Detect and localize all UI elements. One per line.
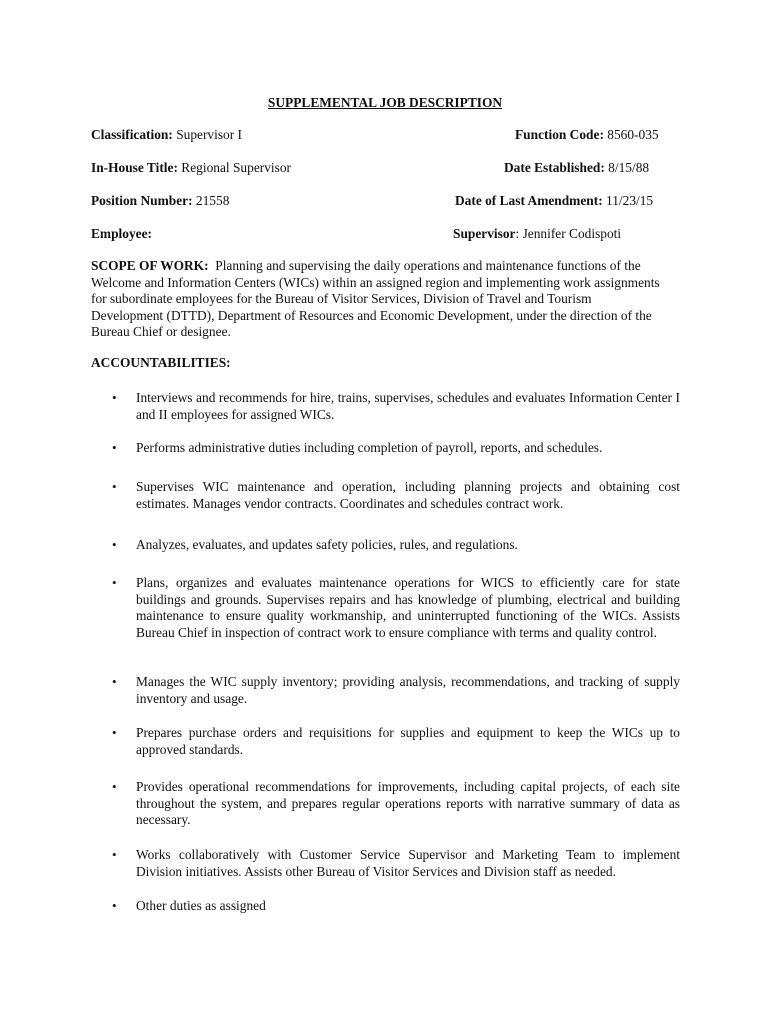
list-item-text: Plans, organizes and evaluates maintenance operations for WICS to efficiently care for state buildings and grounds. Supervises repairs and has knowledge of plumbing, electrical and building maintenance to ensure quality workmanship, and uninterrupted functioning of the WICs. Assists Bureau Chief in inspection of contract work to ensure compliance with terms and quality control. <box>136 575 680 640</box>
in-house-title-field <box>91 160 291 176</box>
list-item-text: Other duties as assigned <box>136 898 266 913</box>
scope-of-work-label: SCOPE OF WORK: <box>91 258 209 273</box>
document-title: SUPPLEMENTAL JOB DESCRIPTION <box>267 95 503 110</box>
classification-field <box>91 127 242 143</box>
list-item-text: Prepares purchase orders and requisitions for supplies and equipment to keep the WICs up to approved standards. <box>136 725 680 757</box>
list-item-text: Manages the WIC supply inventory; providing analysis, recommendations, and tracking of supply inventory and usage. <box>136 674 680 706</box>
scope-of-work-text: Planning and supervising the daily operations and maintenance functions of the Welcome and Information Centers (WICs) within an assigned region and implementing work assignments for subordinate employees for the Bureau of Visitor Services, Division of Travel and Tourism Development (DTTD), Department of Resources and Economic Development, under the direction of the Bureau Chief or designee. <box>91 258 660 340</box>
bullet-icon: • <box>112 674 117 689</box>
supervisor-value: : Jennifer Codispoti <box>515 226 622 241</box>
date-established-value: 8/15/88 <box>608 160 650 175</box>
date-last-amendment-label: Date of Last Amendment: <box>455 193 603 208</box>
bullet-icon: • <box>112 440 117 455</box>
field-row-in-house-title <box>91 160 681 178</box>
field-row-position-number <box>91 193 681 211</box>
bullet-icon: • <box>112 575 117 590</box>
classification-label: Classification: <box>91 127 173 142</box>
date-established-field <box>504 160 649 176</box>
list-item-text: Interviews and recommends for hire, trains, supervises, schedules and evaluates Information Center I and II employees for assigned WICs. <box>136 390 680 422</box>
bullet-icon: • <box>112 779 117 794</box>
position-number-value: 21558 <box>195 193 230 208</box>
in-house-title-label: In-House Title: <box>91 160 178 175</box>
function-code-value: 8560-035 <box>607 127 659 142</box>
list-item-text: Analyzes, evaluates, and updates safety policies, rules, and regulations. <box>136 537 518 552</box>
supervisor-field <box>453 226 621 242</box>
function-code-label: Function Code: <box>515 127 604 142</box>
list-item-text: Performs administrative duties including completion of payroll, reports, and schedules. <box>136 440 603 455</box>
bullet-icon: • <box>112 898 117 913</box>
position-number-field <box>91 193 229 209</box>
bullet-icon: • <box>112 479 117 494</box>
scope-of-work-paragraph <box>91 258 663 341</box>
field-row-classification <box>91 127 681 145</box>
bullet-icon: • <box>112 847 117 862</box>
date-established-label: Date Established: <box>504 160 605 175</box>
list-item-text: Provides operational recommendations for improvements, including capital projects, of each site throughout the system, and prepares regular operations reports with narrative summary of data as necessary. <box>136 779 680 828</box>
list-item-text: Works collaboratively with Customer Service Supervisor and Marketing Team to implement Division initiatives. Assists other Bureau of Visitor Services and Division staff as needed. <box>136 847 680 879</box>
list-item-text: Supervises WIC maintenance and operation, including planning projects and obtaining cost estimates. Manages vendor contracts. Coordinates and schedules contract work. <box>136 479 680 511</box>
bullet-icon: • <box>112 537 117 552</box>
employee-field <box>91 226 152 242</box>
employee-label: Employee: <box>91 226 152 241</box>
supervisor-label: Supervisor <box>453 226 516 241</box>
position-number-label: Position Number: <box>91 193 193 208</box>
field-row-employee <box>91 226 681 244</box>
function-code-field <box>515 127 659 143</box>
accountabilities-heading: ACCOUNTABILITIES: <box>91 355 231 370</box>
classification-value: Supervisor I <box>176 127 243 142</box>
date-last-amendment-field <box>455 193 653 209</box>
bullet-icon: • <box>112 725 117 740</box>
bullet-icon: • <box>112 390 117 405</box>
in-house-title-value: Regional Supervisor <box>181 160 292 175</box>
date-last-amendment-value: 11/23/15 <box>606 193 654 208</box>
